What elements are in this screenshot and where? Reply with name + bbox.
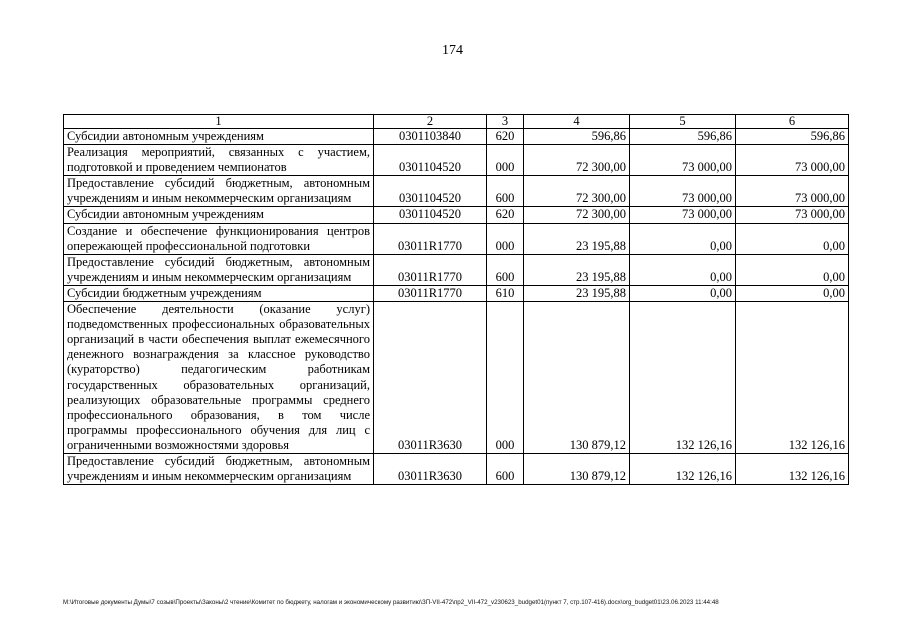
item-name-cell: Субсидии автономным учреждениям [64,207,374,223]
expense-type-cell: 600 [487,254,524,285]
table-row [64,302,849,454]
amount-col4-cell: 72 300,00 [524,145,630,176]
amount-col5-cell: 0,00 [630,285,736,301]
item-name-cell: Реализация мероприятий, связанных с участием, подготовкой и проведением чемпионатов [64,145,374,176]
amount-col5-cell: 132 126,16 [630,302,736,454]
amount-col6-cell: 596,86 [736,129,849,145]
item-name-cell: Субсидии автономным учреждениям [64,129,374,145]
amount-col5-cell: 132 126,16 [630,453,736,484]
table-row [64,176,849,207]
amount-col4-cell: 23 195,88 [524,254,630,285]
amount-col5-cell: 73 000,00 [630,145,736,176]
target-code-cell: 03011R3630 [374,453,487,484]
expense-type-cell: 610 [487,285,524,301]
expense-type-cell: 600 [487,453,524,484]
expense-type-cell: 620 [487,129,524,145]
page-number: 174 [442,43,463,58]
target-code-cell: 03011R3630 [374,302,487,454]
column-header: 1 [64,115,374,129]
amount-col6-cell: 132 126,16 [736,302,849,454]
item-name-cell: Создание и обеспечение функционирования центров опережающей профессиональной подготовки [64,223,374,254]
amount-col5-cell: 73 000,00 [630,176,736,207]
target-code-cell: 0301103840 [374,129,487,145]
amount-col4-cell: 72 300,00 [524,207,630,223]
column-header: 5 [630,115,736,129]
column-header: 6 [736,115,849,129]
column-header: 4 [524,115,630,129]
expense-type-cell: 000 [487,145,524,176]
amount-col4-cell: 72 300,00 [524,176,630,207]
document-path-footer: M:\Итоговые документы Думы\7 созыв\Проекты\Законы\2 чтение\Комитет по бюджету, налогам и экономическому развитию\ЗП-VII-472\пр2_VII-472_v230623_budget01(пункт 7, стр.107-416).docx\org_budget01\23.06.2023 11:44:48 [63,599,719,606]
expense-type-cell: 000 [487,223,524,254]
amount-col5-cell: 0,00 [630,223,736,254]
table-row [64,285,849,301]
item-name-cell: Предоставление субсидий бюджетным, автономным учреждениям и иным некоммерческим организациям [64,176,374,207]
expense-type-cell: 620 [487,207,524,223]
amount-col4-cell: 23 195,88 [524,223,630,254]
target-code-cell: 0301104520 [374,145,487,176]
amount-col5-cell: 73 000,00 [630,207,736,223]
amount-col6-cell: 73 000,00 [736,176,849,207]
budget-table [63,114,849,485]
target-code-cell: 03011R1770 [374,285,487,301]
amount-col4-cell: 130 879,12 [524,302,630,454]
amount-col6-cell: 73 000,00 [736,207,849,223]
amount-col5-cell: 596,86 [630,129,736,145]
table-row [64,453,849,484]
target-code-cell: 0301104520 [374,176,487,207]
table-row [64,254,849,285]
target-code-cell: 03011R1770 [374,254,487,285]
amount-col5-cell: 0,00 [630,254,736,285]
table-row [64,223,849,254]
item-name-cell: Предоставление субсидий бюджетным, автономным учреждениям и иным некоммерческим организациям [64,453,374,484]
table-row [64,207,849,223]
amount-col4-cell: 23 195,88 [524,285,630,301]
item-name-cell: Субсидии бюджетным учреждениям [64,285,374,301]
amount-col6-cell: 73 000,00 [736,145,849,176]
amount-col6-cell: 0,00 [736,285,849,301]
amount-col4-cell: 596,86 [524,129,630,145]
amount-col6-cell: 0,00 [736,223,849,254]
expense-type-cell: 000 [487,302,524,454]
column-header: 2 [374,115,487,129]
column-header: 3 [487,115,524,129]
budget-table-body [64,115,849,485]
amount-col4-cell: 130 879,12 [524,453,630,484]
expense-type-cell: 600 [487,176,524,207]
table-row [64,145,849,176]
amount-col6-cell: 0,00 [736,254,849,285]
table-row [64,129,849,145]
item-name-cell: Предоставление субсидий бюджетным, автономным учреждениям и иным некоммерческим организациям [64,254,374,285]
item-name-cell: Обеспечение деятельности (оказание услуг) подведомственных профессиональных образовательных организаций в части обеспечения выплат ежемесячного денежного вознаграждения за классное руководство (кураторство) педагогическим работникам государственных образовательных организаций, реализующих образовательные программы среднего профессионального образования, в том числе программы профессионального обучения для лиц с ограниченными возможностями здоровья [64,302,374,454]
target-code-cell: 03011R1770 [374,223,487,254]
amount-col6-cell: 132 126,16 [736,453,849,484]
target-code-cell: 0301104520 [374,207,487,223]
table-header-row [64,115,849,129]
